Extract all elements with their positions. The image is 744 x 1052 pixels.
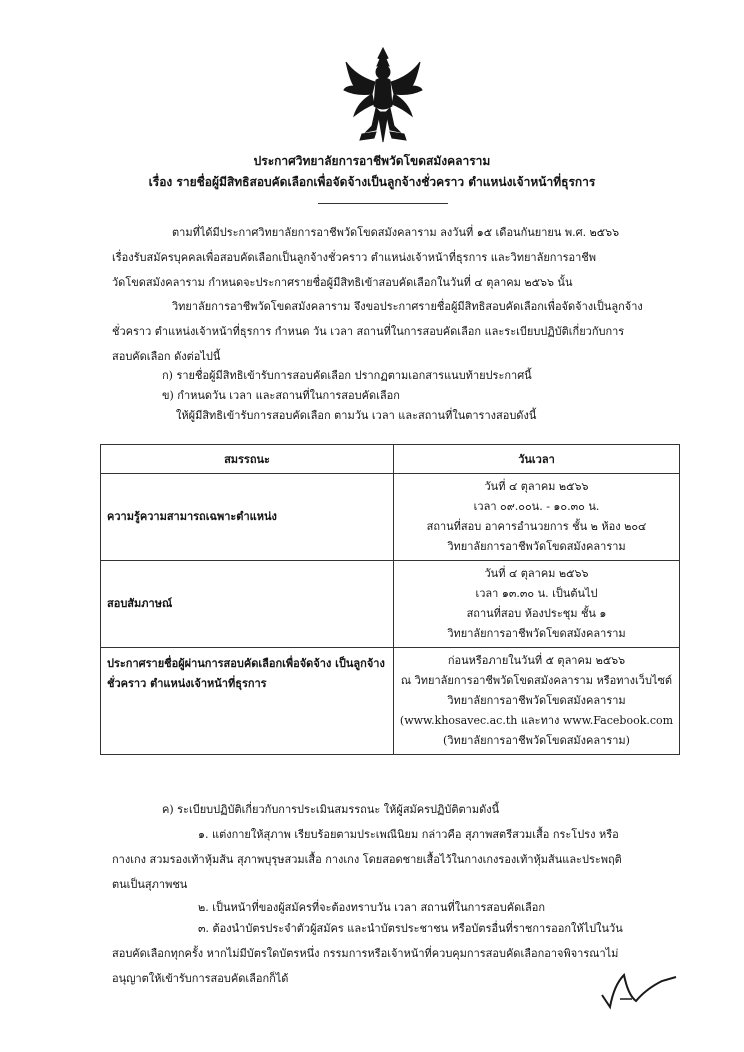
- garuda-emblem-icon: [342, 46, 424, 146]
- header-competency: สมรรถนะ: [101, 445, 394, 474]
- item-b: ข) กำหนดวัน เวลา และสถานที่ในการสอบคัดเลือก: [162, 389, 400, 402]
- datetime-line: (วิทยาลัยการอาชีพวัดโขดสมังคลาราม): [443, 734, 630, 747]
- datetime-line: (www.khosavec.ac.th และทาง www.Facebook.com: [399, 714, 674, 727]
- row-subject: สอบสัมภาษณ์: [101, 561, 394, 648]
- datetime-line: เวลา ๐๙.๐๐น. - ๑๐.๓๐ น.: [473, 500, 600, 513]
- rule-line: ๓. ต้องนำบัตรประจำตัวผู้สมัคร และนำบัตรประชาชน หรือบัตรอื่นที่ราชการออกให้ไปในวัน: [198, 922, 623, 935]
- announce-line: วิทยาลัยการอาชีพวัดโขดสมังคลาราม จึงขอประกาศรายชื่อผู้มีสิทธิสอบคัดเลือกเพื่อจัดจ้างเป็นลูกจ้าง: [172, 300, 643, 313]
- announcement-title: ประกาศวิทยาลัยการอาชีพวัดโขดสมังคลาราม: [253, 154, 491, 168]
- rules-heading: ค) ระเบียบปฏิบัติเกี่ยวกับการประเมินสมรรถนะ ให้ผู้สมัครปฏิบัติตามดังนี้: [162, 803, 500, 816]
- rule-1: [112, 822, 682, 897]
- datetime-line: ณ วิทยาลัยการอาชีพวัดโขดสมังคลาราม หรือทางเว็บไซต์: [400, 674, 673, 687]
- datetime-line: เวลา ๑๓.๓๐ น. เป็นต้นไป: [475, 587, 598, 600]
- rule-line: สอบคัดเลือกทุกครั้ง หากไม่มีบัตรใดบัตรหนึ่ง กรรมการหรือเจ้าหน้าที่ควบคุมการสอบคัดเลือกอาจพิจารณาไม่: [112, 947, 619, 960]
- datetime-line: สถานที่สอบ อาคารอำนวยการ ชั้น ๒ ห้อง ๒๐๔: [426, 520, 647, 533]
- rule-line: ตนเป็นสุภาพชน: [112, 878, 188, 891]
- announcement-subject: เรื่อง รายชื่อผู้มีสิทธิสอบคัดเลือกเพื่อจัดจ้างเป็นลูกจ้างชั่วคราว ตำแหน่งเจ้าหน้าที่ธุรการ: [148, 175, 596, 189]
- table-header-row: [101, 445, 680, 474]
- announce-line: ชั่วคราว ตำแหน่งเจ้าหน้าที่ธุรการ กำหนด วัน เวลา สถานที่ในการสอบคัดเลือก และระเบียบปฏิบัติเกี่ยวกับการ: [112, 325, 625, 338]
- intro-paragraph: [112, 220, 672, 295]
- intro-line: ตามที่ได้มีประกาศวิทยาลัยการอาชีพวัดโขดสมังคลาราม ลงวันที่ ๑๕ เดือนกันยายน พ.ศ. ๒๕๖๖: [172, 226, 620, 239]
- item-b-detail: ให้ผู้มีสิทธิเข้ารับการสอบคัดเลือก ตามวัน เวลา และสถานที่ในตารางสอบดังนี้: [176, 409, 537, 422]
- title-divider: [318, 203, 448, 204]
- datetime-line: วันที่ ๔ ตุลาคม ๒๕๖๖: [484, 480, 589, 493]
- datetime-line: วิทยาลัยการอาชีพวัดโขดสมังคลาราม: [447, 540, 626, 553]
- datetime-line: สถานที่สอบ ห้องประชุม ชั้น ๑: [466, 607, 607, 620]
- intro-line: วัดโขดสมังคลาราม กำหนดจะประกาศรายชื่อผู้มีสิทธิเข้าสอบคัดเลือกในวันที่ ๔ ตุลาคม ๒๕๖๖ นั้น: [112, 276, 573, 289]
- rule-2: ๒. เป็นหน้าที่ของผู้สมัครที่จะต้องทราบวัน เวลา สถานที่ในการสอบคัดเลือก: [198, 901, 545, 914]
- exam-schedule-table: [100, 444, 680, 755]
- row-datetime: [394, 561, 680, 648]
- rule-line: ๑. แต่งกายให้สุภาพ เรียบร้อยตามประเพณีนิยม กล่าวคือ สุภาพสตรีสวมเสื้อ กระโปรง หรือ: [198, 828, 619, 841]
- datetime-line: ก่อนหรือภายในวันที่ ๕ ตุลาคม ๒๕๖๖: [447, 654, 626, 667]
- header-datetime: วันเวลา: [394, 445, 680, 474]
- table-row: [101, 648, 680, 755]
- row-datetime: [394, 474, 680, 561]
- item-a: ก) รายชื่อผู้มีสิทธิเข้ารับการสอบคัดเลือก ปรากฏตามเอกสารแนบท้ายประกาศนี้: [162, 369, 532, 382]
- rule-line: อนุญาตให้เข้ารับการสอบคัดเลือกก็ได้: [112, 972, 289, 985]
- datetime-line: วันที่ ๔ ตุลาคม ๒๕๖๖: [484, 567, 589, 580]
- table-row: [101, 474, 680, 561]
- initials-signature-icon: [592, 955, 682, 1015]
- datetime-line: วิทยาลัยการอาชีพวัดโขดสมังคลาราม: [447, 627, 626, 640]
- rule-line: กางเกง สวมรองเท้าหุ้มส้น สุภาพบุรุษสวมเสื้อ กางเกง โดยสอดชายเสื้อไว้ในกางเกงรองเท้าหุ้มส้นและประพฤติ: [112, 853, 622, 866]
- row-subject: ประกาศรายชื่อผู้ผ่านการสอบคัดเลือกเพื่อจัดจ้าง เป็นลูกจ้างชั่วคราว ตำแหน่งเจ้าหน้าที่ธุรการ: [101, 648, 394, 755]
- datetime-line: วิทยาลัยการอาชีพวัดโขดสมังคลาราม: [447, 694, 626, 707]
- row-subject: ความรู้ความสามารถเฉพาะตำแหน่ง: [101, 474, 394, 561]
- row-datetime: [394, 648, 680, 755]
- table-row: [101, 561, 680, 648]
- announce-line: สอบคัดเลือก ดังต่อไปนี้: [112, 350, 221, 363]
- intro-line: เรื่องรับสมัครบุคคลเพื่อสอบคัดเลือกเป็นลูกจ้างชั่วคราว ตำแหน่งเจ้าหน้าที่ธุรการ และวิทยาลัยการอาชีพ: [112, 251, 597, 264]
- announce-paragraph: [112, 294, 672, 369]
